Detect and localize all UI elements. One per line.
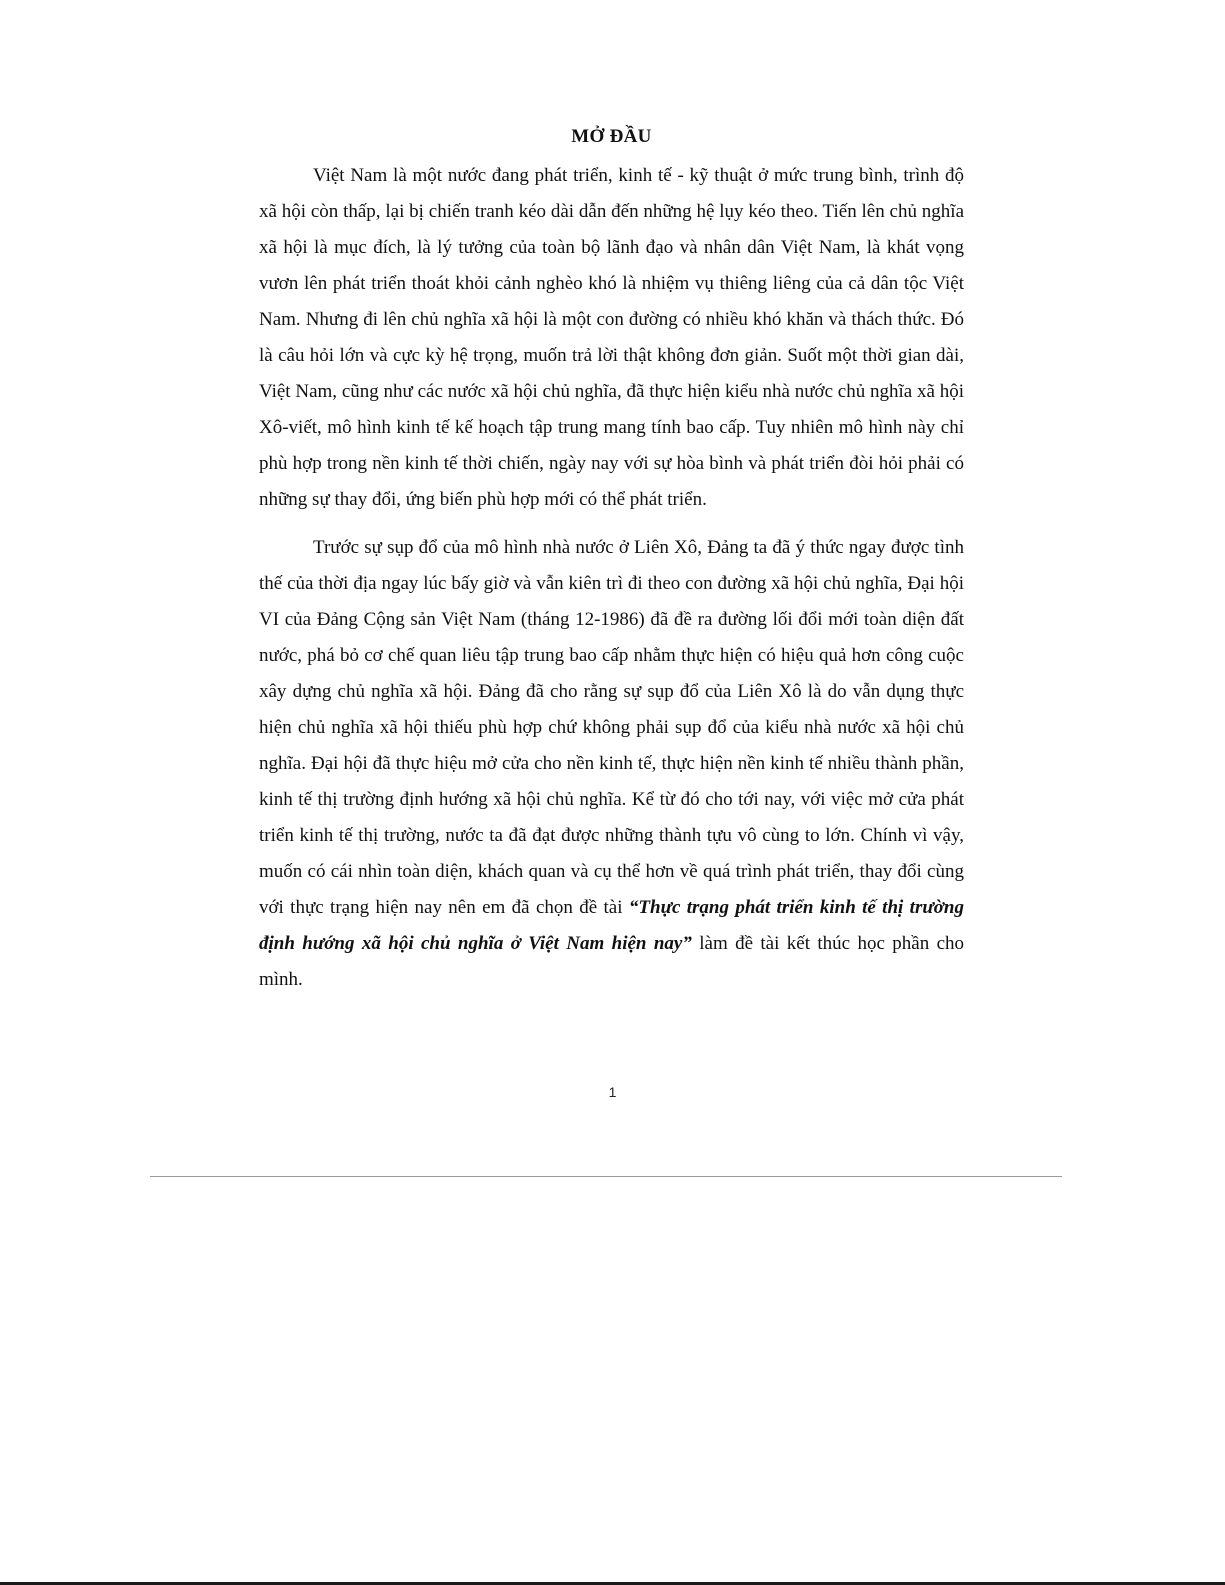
paragraph-reform-text: Trước sự sụp đổ của mô hình nhà nước ở Liên Xô, Đảng ta đã ý thức ngay được tình thế của thời địa ngay lúc bấy giờ và vẫn kiên trì đi theo con đường xã hội chủ nghĩa, Đại hội VI của Đảng Cộng sản Việt Nam (tháng 12-1986) đã đề ra đường lối đổi mới toàn diện đất nước, phá bỏ cơ chế quan liêu tập trung bao cấp nhằm thực hiện có hiệu quả hơn công cuộc xây dựng chủ nghĩa xã hội. Đảng đã cho rằng sự sụp đổ của Liên Xô là do vẫn dụng thực hiện chủ nghĩa xã hội thiếu phù hợp chứ không phải sụp đổ của kiểu nhà nước xã hội chủ nghĩa. Đại hội đã thực hiệu mở cửa cho nền kinh tế, thực hiện nền kinh tế nhiều thành phần, kinh tế thị trường định hướng xã hội chủ nghĩa. Kể từ đó cho tới nay, với việc mở cửa phát triển kinh tế thị trường, nước ta đã đạt được những thành tựu vô cùng to lớn. Chính vì vậy, muốn có cái nhìn toàn diện, khách quan và cụ thể hơn về quá trình phát triển, thay đổi cùng với thực trạng hiện nay nên em đã chọn đề tài	[259, 537, 964, 918]
page-title: MỞ ĐẦU	[571, 126, 652, 147]
document-body	[259, 122, 964, 998]
page-number: 1	[608, 1084, 617, 1100]
topic-title: “Thực trạng phát triển kinh tế thị trường định hướng xã hội chủ nghĩa ở Việt Nam hiện nay”	[259, 897, 964, 954]
page-break-divider	[150, 1176, 1062, 1177]
paragraph-intro: Việt Nam là một nước đang phát triển, kinh tế - kỹ thuật ở mức trung bình, trình độ xã hội còn thấp, lại bị chiến tranh kéo dài dẫn đến những hệ lụy kéo theo. Tiến lên chủ nghĩa xã hội là mục đích, là lý tưởng của toàn bộ lãnh đạo và nhân dân Việt Nam, là khát vọng vươn lên phát triển thoát khỏi cảnh nghèo khó là nhiệm vụ thiêng liêng của cả dân tộc Việt Nam. Nhưng đi lên chủ nghĩa xã hội là một con đường có nhiều khó khăn và thách thức. Đó là câu hỏi lớn và cực kỳ hệ trọng, muốn trả lời thật không đơn giản. Suốt một thời gian dài, Việt Nam, cũng như các nước xã hội chủ nghĩa, đã thực hiện kiểu nhà nước chủ nghĩa xã hội Xô-viết, mô hình kinh tế kế hoạch tập trung mang tính bao cấp. Tuy nhiên mô hình này chỉ phù hợp trong nền kinh tế thời chiến, ngày nay với sự hòa bình và phát triển đòi hỏi phải có những sự thay đổi, ứng biến phù hợp mới có thể phát triển.	[259, 165, 964, 510]
paragraph-reform	[259, 530, 964, 998]
paragraph-reform-end: làm đề tài kết thúc học phần cho mình.	[259, 933, 964, 990]
